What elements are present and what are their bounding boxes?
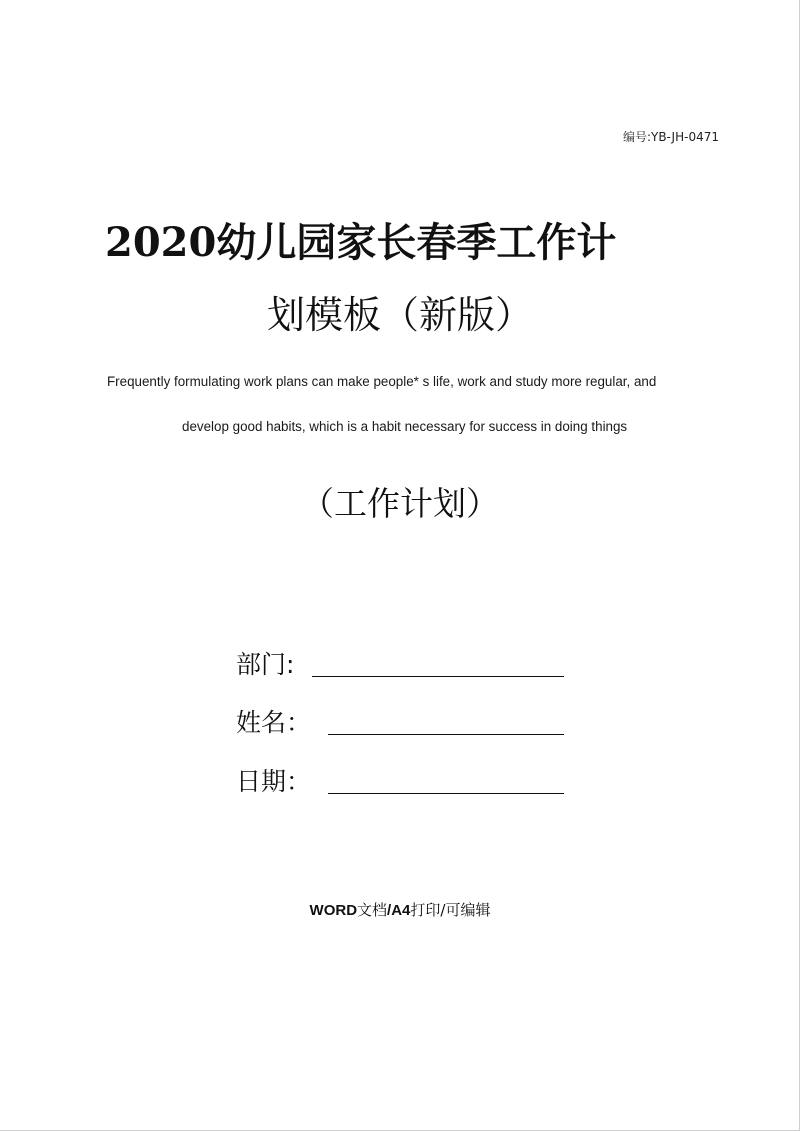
subtitle-line-2: develop good habits, which is a habit necessary for success in doing things: [182, 419, 628, 434]
document-number: 编号:YB-JH-0471: [622, 130, 719, 144]
name-blank-line[interactable]: [328, 734, 564, 735]
subtitle-line-1: Frequently formulating work plans can make people* s life, work and study more regular, and: [107, 374, 657, 389]
name-field[interactable]: [236, 703, 576, 739]
format-note-word: WORD: [309, 902, 358, 919]
department-field[interactable]: [236, 645, 576, 681]
department-blank-line[interactable]: [312, 676, 564, 677]
date-field[interactable]: [236, 762, 576, 798]
name-label: 姓名：: [236, 708, 312, 737]
date-label: 日期：: [236, 767, 312, 796]
format-note-rest: 打印/可编辑: [410, 901, 491, 919]
document-category: （工作计划）: [301, 484, 499, 523]
format-note: [0, 899, 800, 920]
date-blank-line[interactable]: [328, 793, 564, 794]
department-label: 部门:: [236, 650, 295, 679]
format-note-a4: /A4: [387, 902, 411, 919]
format-note-doc: 文档: [357, 901, 388, 919]
document-title-line-2: 划模板（新版）: [266, 293, 533, 337]
document-title-line-1: 2020幼儿园家长春季工作计: [105, 219, 617, 266]
